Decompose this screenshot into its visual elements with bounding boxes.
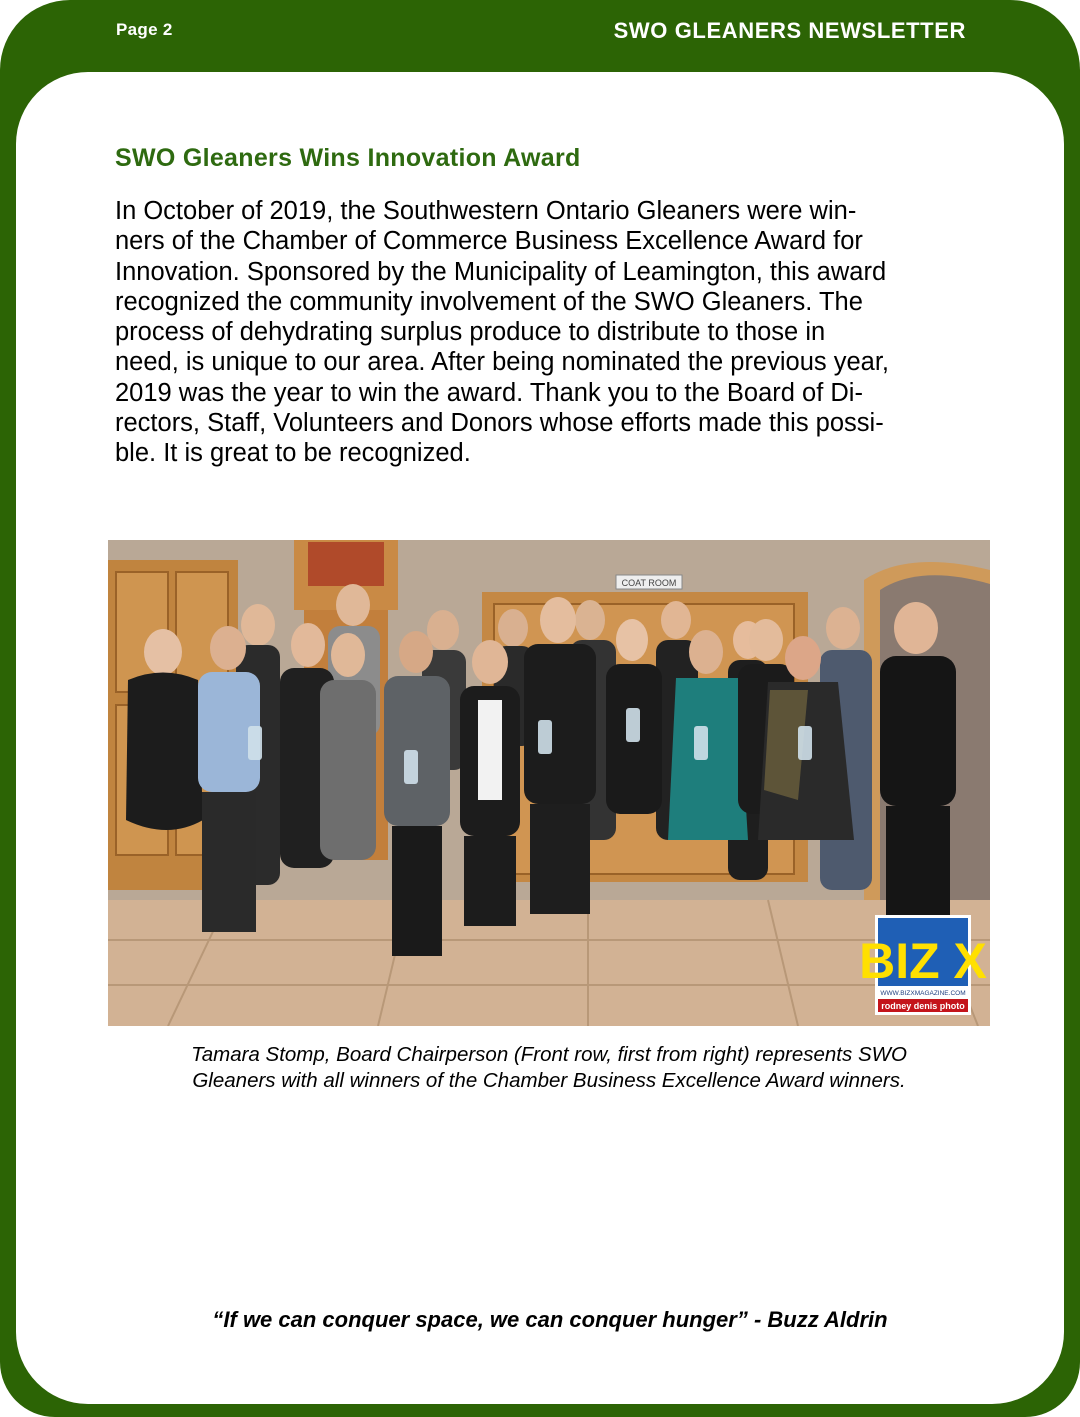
article-body (115, 196, 975, 469)
caption-line: Gleaners with all winners of the Chamber Business Excellence Award winners. (192, 1069, 906, 1092)
bizx-logo (859, 915, 987, 1015)
article-line: process of dehydrating surplus produce to distribute to those in (115, 318, 826, 347)
article-line: 2019 was the year to win the award. Thank you to the Board of Di- (115, 378, 863, 407)
photo-credit: rodney denis photo (881, 1001, 965, 1011)
article-line: Innovation. Sponsored by the Municipality of Leamington, this award (115, 257, 887, 286)
article-line: ners of the Chamber of Commerce Business Excellence Award for (115, 227, 863, 256)
article-line: rectors, Staff, Volunteers and Donors whose efforts made this possi- (115, 409, 884, 438)
caption-line: Tamara Stomp, Board Chairperson (Front row, first from right) represents SWO (191, 1043, 907, 1066)
page-number: Page 2 (116, 20, 173, 39)
article-line: need, is unique to our area. After being nominated the previous year, (115, 348, 890, 377)
group-photo (108, 540, 990, 1026)
photo-caption (108, 1042, 990, 1094)
footer-quote: “If we can conquer space, we can conquer hunger” - Buzz Aldrin (212, 1307, 888, 1332)
newsletter-title: SWO GLEANERS NEWSLETTER (613, 18, 966, 43)
bizx-logo-text: BIZ X (859, 933, 987, 989)
article-line: ble. It is great to be recognized. (115, 439, 471, 468)
article-line: In October of 2019, the Southwestern Ontario Gleaners were win- (115, 197, 857, 225)
coat-room-sign: COAT ROOM (621, 578, 677, 588)
article-line: recognized the community involvement of the SWO Gleaners. The (115, 287, 863, 316)
article-title: SWO Gleaners Wins Innovation Award (115, 144, 581, 172)
bizx-url: WWW.BIZXMAGAZINE.COM (880, 990, 966, 997)
